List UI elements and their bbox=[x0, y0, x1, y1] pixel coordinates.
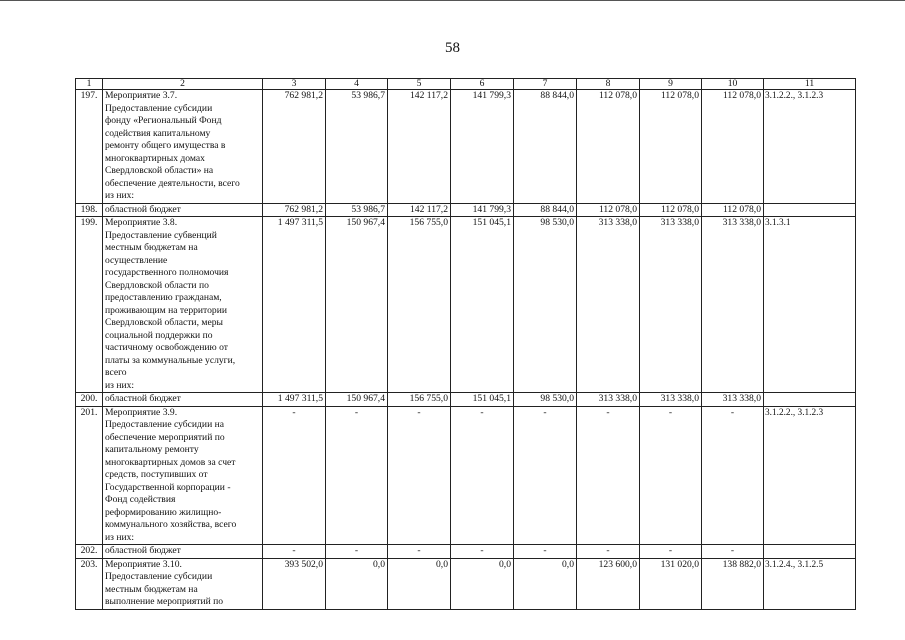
value-cell: - bbox=[388, 406, 451, 545]
table-row bbox=[76, 203, 856, 217]
description-line: многоквартирных домах bbox=[105, 152, 205, 164]
row-number-cell: 198. bbox=[76, 203, 103, 217]
value-cell: 762 981,2 bbox=[263, 203, 326, 217]
description-line: социальной поддержки по bbox=[105, 329, 213, 341]
value-cell: 123 600,0 bbox=[577, 558, 640, 609]
header-cell: 1 bbox=[76, 79, 103, 90]
top-edge-line bbox=[0, 0, 905, 1]
description-line: Государственной корпорации - bbox=[105, 481, 231, 493]
row-number-cell: 197. bbox=[76, 90, 103, 204]
table-row bbox=[76, 406, 856, 545]
description-line: Мероприятие 3.7. bbox=[105, 90, 178, 101]
description-line: Фонд содействия bbox=[105, 494, 176, 505]
description-cell bbox=[103, 203, 263, 217]
description-line: ремонту общего имущества в bbox=[105, 140, 226, 151]
header-cell: 9 bbox=[640, 79, 702, 90]
row-number-cell: 200. bbox=[76, 393, 103, 407]
value-cell: 131 020,0 bbox=[640, 558, 702, 609]
page-number: 58 bbox=[445, 40, 460, 56]
description-line: Предоставление субсидии на bbox=[105, 419, 224, 430]
description-line: из них: bbox=[105, 190, 135, 201]
value-cell: 53 986,7 bbox=[326, 203, 388, 217]
row-number-cell: 202. bbox=[76, 545, 103, 559]
value-cell: 0,0 bbox=[388, 558, 451, 609]
description-line: Мероприятие 3.9. bbox=[105, 406, 178, 418]
value-cell: 141 799,3 bbox=[451, 203, 514, 217]
value-cell: 1 497 311,5 bbox=[263, 217, 326, 393]
table-row bbox=[76, 393, 856, 407]
row-number-cell: 201. bbox=[76, 406, 103, 545]
table-row bbox=[76, 545, 856, 559]
value-cell: 0,0 bbox=[451, 558, 514, 609]
value-cell: 53 986,7 bbox=[326, 90, 388, 204]
target-code-cell bbox=[764, 203, 856, 217]
target-code-cell bbox=[764, 545, 856, 559]
value-cell: 141 799,3 bbox=[451, 90, 514, 204]
value-cell: - bbox=[577, 406, 640, 545]
header-cell: 6 bbox=[451, 79, 514, 90]
description-line: всего bbox=[105, 367, 127, 378]
row-number-cell: 203. bbox=[76, 558, 103, 609]
value-cell: 112 078,0 bbox=[702, 203, 764, 217]
description-line: Свердловской области, меры bbox=[105, 317, 223, 328]
description-line: государственного полномочия bbox=[105, 267, 229, 278]
table-row bbox=[76, 558, 856, 609]
value-cell: - bbox=[702, 545, 764, 559]
value-cell: 112 078,0 bbox=[640, 90, 702, 204]
value-cell: 88 844,0 bbox=[514, 90, 577, 204]
description-line: Предоставление субсидии bbox=[105, 102, 213, 114]
row-number-cell: 199. bbox=[76, 217, 103, 393]
description-cell bbox=[103, 545, 263, 559]
value-cell: 98 530,0 bbox=[514, 393, 577, 407]
value-cell: 1 497 311,5 bbox=[263, 393, 326, 407]
value-cell: 313 338,0 bbox=[702, 217, 764, 393]
value-cell: 313 338,0 bbox=[640, 217, 702, 393]
value-cell: 313 338,0 bbox=[577, 393, 640, 407]
description-line: Мероприятие 3.10. bbox=[105, 558, 182, 570]
description-line: средств, поступивших от bbox=[105, 469, 208, 480]
value-cell: 142 117,2 bbox=[388, 90, 451, 204]
description-line: реформированию жилищно- bbox=[105, 506, 222, 518]
description-line: из них: bbox=[105, 379, 135, 391]
value-cell: 112 078,0 bbox=[640, 203, 702, 217]
value-cell: 151 045,1 bbox=[451, 393, 514, 407]
value-cell: 313 338,0 bbox=[577, 217, 640, 393]
value-cell: - bbox=[451, 545, 514, 559]
description-line: Предоставление субсидии bbox=[105, 571, 213, 582]
value-cell: 0,0 bbox=[514, 558, 577, 609]
program-table bbox=[75, 78, 856, 610]
value-cell: 142 117,2 bbox=[388, 203, 451, 217]
description-line: местным бюджетам на bbox=[105, 583, 198, 595]
value-cell: 88 844,0 bbox=[514, 203, 577, 217]
table-row bbox=[76, 90, 856, 204]
target-code-cell: 3.1.2.2., 3.1.2.3 bbox=[764, 406, 856, 545]
table-header-row bbox=[76, 79, 856, 90]
value-cell: 313 338,0 bbox=[640, 393, 702, 407]
description-cell bbox=[103, 90, 263, 204]
header-cell: 5 bbox=[388, 79, 451, 90]
value-cell: 393 502,0 bbox=[263, 558, 326, 609]
description-cell bbox=[103, 217, 263, 393]
value-cell: - bbox=[263, 545, 326, 559]
description-line: местным бюджетам на bbox=[105, 242, 198, 253]
value-cell: 156 755,0 bbox=[388, 217, 451, 393]
description-line: обеспечение мероприятий по bbox=[105, 431, 225, 443]
description-cell bbox=[103, 406, 263, 545]
description-line: фонду «Региональный Фонд bbox=[105, 115, 222, 126]
target-code-cell: 3.1.2.2., 3.1.2.3 bbox=[764, 90, 856, 204]
value-cell: - bbox=[326, 406, 388, 545]
value-cell: - bbox=[326, 545, 388, 559]
value-cell: - bbox=[451, 406, 514, 545]
header-cell: 10 bbox=[702, 79, 764, 90]
value-cell: - bbox=[640, 406, 702, 545]
target-code-cell bbox=[764, 393, 856, 407]
value-cell: 138 882,0 bbox=[702, 558, 764, 609]
description-line: платы за коммунальные услуги, bbox=[105, 354, 236, 366]
header-cell: 3 bbox=[263, 79, 326, 90]
value-cell: - bbox=[514, 545, 577, 559]
value-cell: 112 078,0 bbox=[577, 203, 640, 217]
description-line: многоквартирных домов за счет bbox=[105, 456, 236, 468]
header-cell: 2 bbox=[103, 79, 263, 90]
description-line: проживающим на территории bbox=[105, 304, 227, 316]
description-line: Мероприятие 3.8. bbox=[105, 217, 178, 228]
description-line: осуществление bbox=[105, 254, 168, 266]
value-cell: 156 755,0 bbox=[388, 393, 451, 407]
description-line: областной бюджет bbox=[105, 393, 181, 404]
value-cell: - bbox=[263, 406, 326, 545]
description-line: капитальному ремонту bbox=[105, 444, 199, 455]
value-cell: 762 981,2 bbox=[263, 90, 326, 204]
target-code-cell: 3.1.2.4., 3.1.2.5 bbox=[764, 558, 856, 609]
header-cell: 11 bbox=[764, 79, 856, 90]
value-cell: - bbox=[702, 406, 764, 545]
value-cell: - bbox=[577, 545, 640, 559]
value-cell: - bbox=[388, 545, 451, 559]
value-cell: 150 967,4 bbox=[326, 217, 388, 393]
description-line: предоставлению гражданам, bbox=[105, 292, 222, 303]
description-cell bbox=[103, 558, 263, 609]
value-cell: - bbox=[640, 545, 702, 559]
value-cell: - bbox=[514, 406, 577, 545]
description-line: из них: bbox=[105, 531, 135, 543]
header-cell: 8 bbox=[577, 79, 640, 90]
description-line: Предоставление субвенций bbox=[105, 229, 217, 241]
description-cell bbox=[103, 393, 263, 407]
description-line: коммунального хозяйства, всего bbox=[105, 519, 237, 530]
header-cell: 7 bbox=[514, 79, 577, 90]
value-cell: 0,0 bbox=[326, 558, 388, 609]
value-cell: 98 530,0 bbox=[514, 217, 577, 393]
value-cell: 150 967,4 bbox=[326, 393, 388, 407]
target-code-cell: 3.1.3.1 bbox=[764, 217, 856, 393]
description-line: областной бюджет bbox=[105, 545, 181, 556]
value-cell: 313 338,0 bbox=[702, 393, 764, 407]
value-cell: 112 078,0 bbox=[702, 90, 764, 204]
description-line: областной бюджет bbox=[105, 203, 181, 215]
description-line: выполнение мероприятий по bbox=[105, 596, 224, 607]
description-line: содействия капитальному bbox=[105, 127, 211, 139]
description-line: обеспечение деятельности, всего bbox=[105, 177, 240, 189]
description-line: частичному освобождению от bbox=[105, 342, 228, 353]
table-row bbox=[76, 217, 856, 393]
value-cell: 151 045,1 bbox=[451, 217, 514, 393]
description-line: Свердловской области по bbox=[105, 279, 209, 291]
value-cell: 112 078,0 bbox=[577, 90, 640, 204]
description-line: Свердловской области» на bbox=[105, 165, 214, 176]
header-cell: 4 bbox=[326, 79, 388, 90]
